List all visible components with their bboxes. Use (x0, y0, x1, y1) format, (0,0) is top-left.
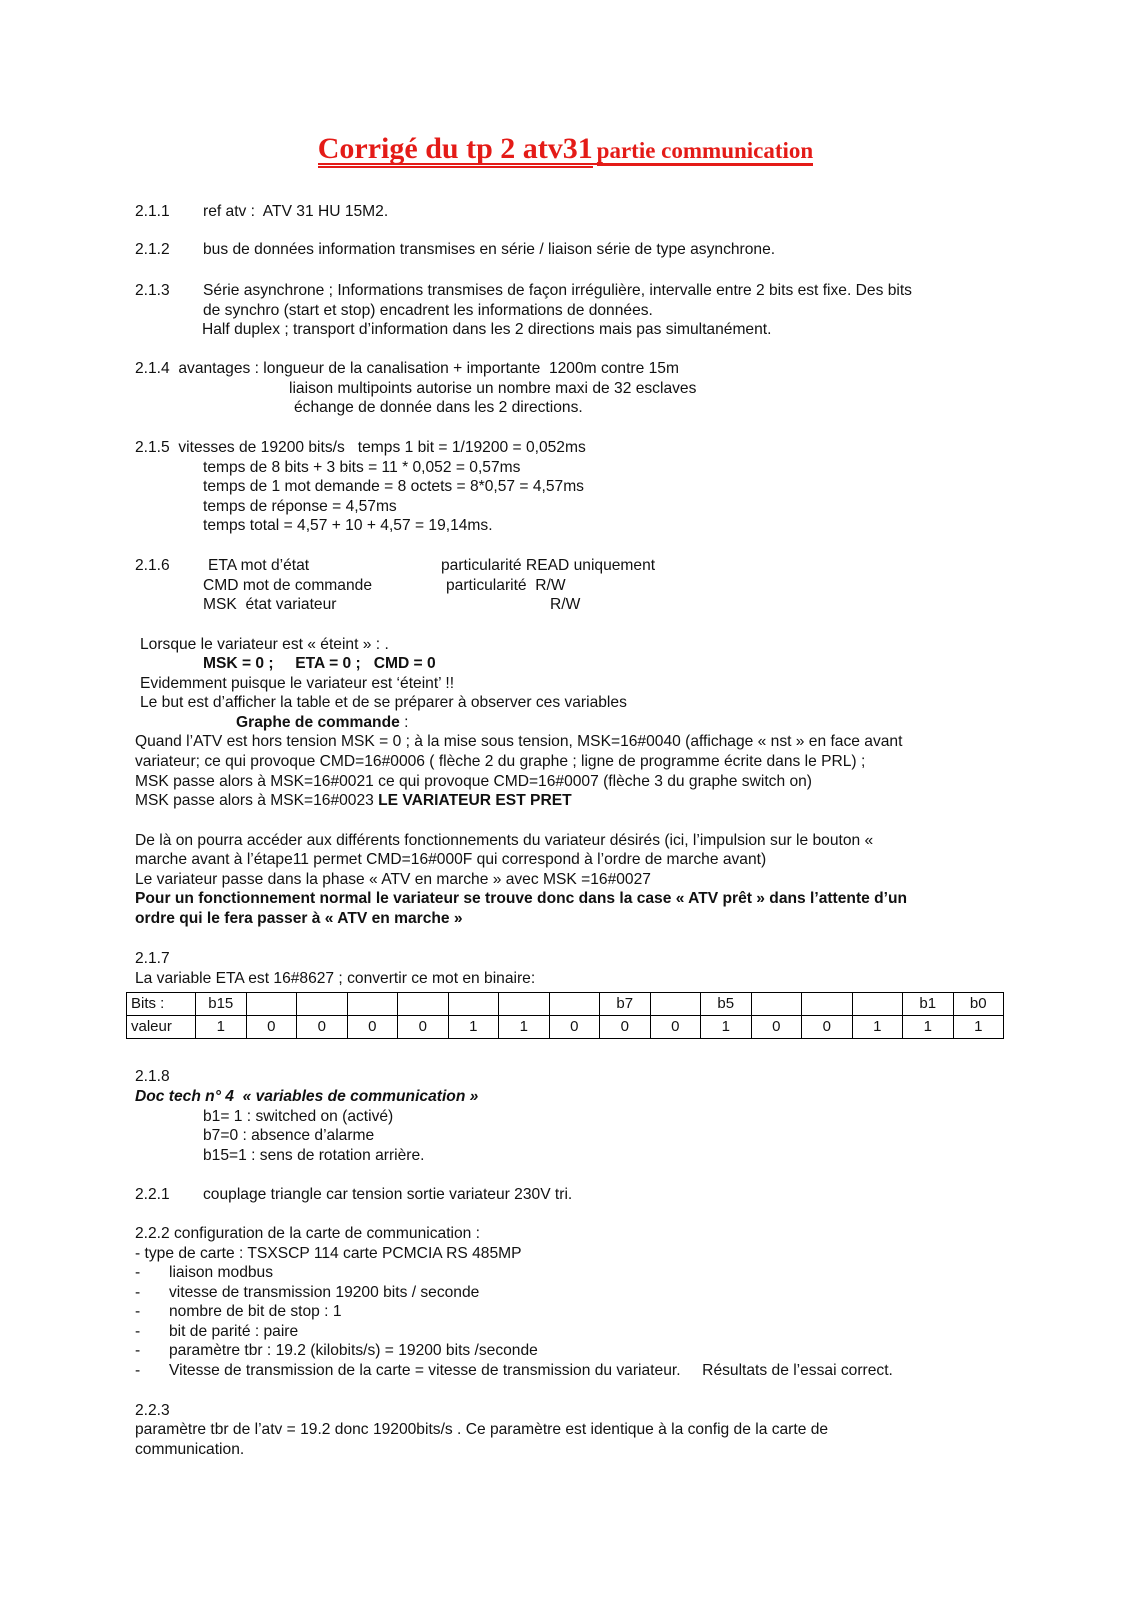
section-number: 2.1.2 (135, 241, 170, 258)
table-cell: 0 (751, 1016, 802, 1039)
paragraph-line: temps total = 4,57 + 10 + 4,57 = 19,14ms. (203, 517, 493, 534)
paragraph-line (236, 713, 408, 733)
paragraph-line: marche avant à l’étape11 permet CMD=16#000F qui correspond à l’ordre de marche avant) (135, 851, 767, 868)
section-number: 2.2.3 (135, 1402, 170, 1419)
section-number: 2.1.7 (135, 950, 170, 967)
doc-reference: Doc tech n° 4 « variables de communication » (135, 1088, 479, 1105)
paragraph-line: b7=0 : absence d’alarme (203, 1127, 375, 1144)
paragraph-line: Le but est d’afficher la table et de se préparer à observer ces variables (140, 694, 627, 711)
paragraph-line: MSK = 0 ; ETA = 0 ; CMD = 0 (203, 655, 436, 672)
paragraph-line: communication. (135, 1441, 245, 1458)
paragraph-line: b1= 1 : switched on (activé) (203, 1108, 394, 1125)
table-cell: 0 (347, 1016, 398, 1039)
paragraph-line: CMD mot de commande (203, 577, 372, 594)
table-cell (549, 993, 600, 1016)
paragraph-line: Lorsque le variateur est « éteint » : . (140, 636, 389, 653)
list-item: bit de parité : paire (169, 1323, 299, 1340)
emphasis-text: LE VARIATEUR EST PRET (378, 792, 572, 809)
table-cell (499, 993, 550, 1016)
paragraph-line: MSK état variateur (203, 596, 337, 613)
section-number: 2.1.8 (135, 1068, 170, 1085)
paragraph-line: paramètre tbr de l’atv = 19.2 donc 19200bits/s . Ce paramètre est identique à la config de la carte de (135, 1421, 829, 1438)
paragraph-line: bus de données information transmises en série / liaison série de type asynchrone. (203, 241, 776, 258)
binary-table (126, 992, 1004, 1039)
table-cell (650, 993, 701, 1016)
table-cell (347, 993, 398, 1016)
table-cell: b1 (903, 993, 954, 1016)
list-item: nombre de bit de stop : 1 (169, 1303, 342, 1320)
table-cell (246, 993, 297, 1016)
paragraph-line: b15=1 : sens de rotation arrière. (203, 1147, 425, 1164)
paragraph-line: La variable ETA est 16#8627 ; convertir ce mot en binaire: (135, 970, 536, 987)
paragraph-line: R/W (550, 596, 581, 613)
table-cell: b15 (196, 993, 247, 1016)
paragraph-line: variateur; ce qui provoque CMD=16#0006 ( flèche 2 du graphe ; ligne de programme écrite dans le PRL) ; (135, 753, 866, 770)
table-cell (802, 993, 853, 1016)
table-cell (751, 993, 802, 1016)
table-cell: 0 (549, 1016, 600, 1039)
page-title (0, 132, 1131, 166)
table-cell (398, 993, 449, 1016)
paragraph-line: de synchro (start et stop) encadrent les informations de données. (203, 302, 653, 319)
paragraph-line: De là on pourra accéder aux différents fonctionnements du variateur désirés (ici, l’impulsion sur le bouton « (135, 832, 874, 849)
table-cell (852, 993, 903, 1016)
paragraph-text: MSK passe alors à MSK=16#0023 (135, 792, 379, 809)
table-cell: 0 (650, 1016, 701, 1039)
title-main: Corrigé du tp 2 atv31 (318, 132, 593, 168)
table-cell (297, 993, 348, 1016)
table-cell: valeur (127, 1016, 196, 1039)
paragraph-line: liaison multipoints autorise un nombre maxi de 32 esclaves (289, 380, 697, 397)
paragraph-line: temps de 8 bits + 3 bits = 11 * 0,052 = 0,57ms (203, 459, 521, 476)
table-cell: b7 (600, 993, 651, 1016)
paragraph-line: Quand l’ATV est hors tension MSK = 0 ; à la mise sous tension, MSK=16#0040 (affichage « nst » en face avant (135, 733, 903, 750)
table-cell: 0 (600, 1016, 651, 1039)
table-cell: 0 (246, 1016, 297, 1039)
paragraph-line: particularité R/W (446, 577, 566, 594)
table-cell (448, 993, 499, 1016)
paragraph-line: ordre qui le fera passer à « ATV en marche » (135, 910, 463, 927)
list-bullet: - (135, 1284, 141, 1301)
paragraph-line: ref atv : ATV 31 HU 15M2. (203, 203, 389, 220)
table-cell: 0 (802, 1016, 853, 1039)
table-cell: 1 (701, 1016, 752, 1039)
paragraph-line: 2.1.4 avantages : longueur de la canalisation + importante 1200m contre 15m (135, 360, 679, 377)
list-bullet: - (135, 1362, 141, 1379)
paragraph-line: 2.2.2 configuration de la carte de communication : (135, 1225, 480, 1242)
list-bullet: - (135, 1264, 141, 1281)
paragraph-line: échange de donnée dans les 2 directions. (294, 399, 583, 416)
table-cell: 1 (903, 1016, 954, 1039)
paragraph-line: particularité READ uniquement (441, 557, 656, 574)
paragraph-line: - type de carte : TSXSCP 114 carte PCMCIA RS 485MP (135, 1245, 522, 1262)
table-cell: 0 (297, 1016, 348, 1039)
paragraph-line: Half duplex ; transport d’information dans les 2 directions mais pas simultanément. (202, 321, 772, 338)
paragraph-line (135, 791, 572, 811)
list-bullet: - (135, 1323, 141, 1340)
table-cell: 1 (448, 1016, 499, 1039)
paragraph-line: 2.1.5 vitesses de 19200 bits/s temps 1 bit = 1/19200 = 0,052ms (135, 439, 586, 456)
table-cell: 1 (852, 1016, 903, 1039)
paragraph-line: Série asynchrone ; Informations transmises de façon irrégulière, intervalle entre 2 bits est fixe. Des bits (203, 282, 912, 299)
subheading-suffix: : (399, 714, 409, 731)
paragraph-line: couplage triangle car tension sortie variateur 230V tri. (203, 1186, 573, 1203)
list-item: liaison modbus (169, 1264, 274, 1281)
paragraph-line: Pour un fonctionnement normal le variateur se trouve donc dans la case « ATV prêt » dans l’attente d’un (135, 890, 908, 907)
table-cell: 1 (953, 1016, 1004, 1039)
section-number: 2.2.1 (135, 1186, 170, 1203)
subheading: Graphe de commande (236, 714, 400, 731)
table-cell: 1 (499, 1016, 550, 1039)
paragraph-line: Evidemment puisque le variateur est ‘éteint’ !! (140, 675, 455, 692)
paragraph-line: temps de réponse = 4,57ms (203, 498, 397, 515)
list-item: Vitesse de transmission de la carte = vitesse de transmission du variateur. Résultats de l’essai correct. (169, 1362, 893, 1379)
paragraph-line: temps de 1 mot demande = 8 octets = 8*0,57 = 4,57ms (203, 478, 584, 495)
list-bullet: - (135, 1303, 141, 1320)
list-item: vitesse de transmission 19200 bits / seconde (169, 1284, 480, 1301)
table-cell: 1 (196, 1016, 247, 1039)
table-cell: b5 (701, 993, 752, 1016)
table-row (127, 993, 1004, 1016)
section-number: 2.1.1 (135, 203, 170, 220)
section-number: 2.1.6 (135, 557, 170, 574)
table-cell: 0 (398, 1016, 449, 1039)
paragraph-line: Le variateur passe dans la phase « ATV en marche » avec MSK =16#0027 (135, 871, 651, 888)
title-sub: partie communication (597, 138, 814, 166)
paragraph-line: ETA mot d’état (208, 557, 310, 574)
list-bullet: - (135, 1342, 141, 1359)
table-row (127, 1016, 1004, 1039)
section-number: 2.1.3 (135, 282, 170, 299)
table-cell: Bits : (127, 993, 196, 1016)
list-item: paramètre tbr : 19.2 (kilobits/s) = 19200 bits /seconde (169, 1342, 538, 1359)
paragraph-line: MSK passe alors à MSK=16#0021 ce qui provoque CMD=16#0007 (flèche 3 du graphe switch on) (135, 773, 813, 790)
table-cell: b0 (953, 993, 1004, 1016)
